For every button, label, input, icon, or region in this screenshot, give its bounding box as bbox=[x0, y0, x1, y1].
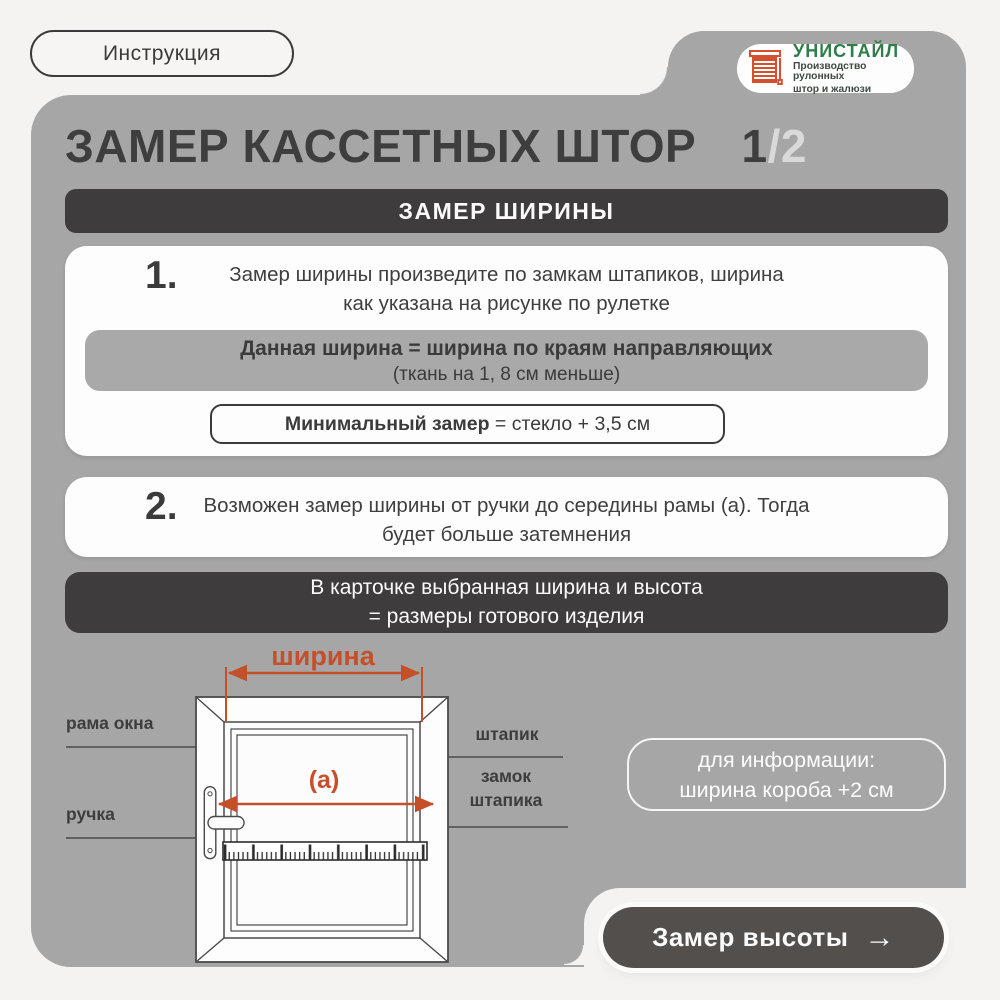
bead-lock-label: замок штапика bbox=[469, 766, 543, 810]
logo-tagline-2: штор и жалюзи bbox=[793, 84, 872, 96]
handle-label: ручка bbox=[66, 804, 115, 824]
width-section-label: ЗАМЕР ШИРИНЫ bbox=[398, 197, 615, 224]
width-dimension-label: ширина bbox=[271, 641, 375, 671]
title-text: ЗАМЕР КАССЕТНЫХ ШТОР bbox=[65, 120, 697, 172]
logo bbox=[737, 40, 914, 96]
card-note-bar: В карточке выбранная ширина и высота = размеры готового изделия bbox=[65, 572, 948, 633]
step1-card bbox=[65, 246, 948, 456]
step1-highlight: Данная ширина = ширина по краям направляющих (ткань на 1, 8 см меньше) bbox=[85, 330, 928, 391]
step2-text: Возможен замер ширины от ручки до середины рамы (а). Тогда будет больше затемнения bbox=[203, 494, 810, 546]
frame-label: рама окна bbox=[66, 713, 154, 733]
glazing-bead-label: штапик bbox=[475, 724, 539, 744]
a-dimension-label: (а) bbox=[308, 766, 340, 794]
instruction-button[interactable]: Инструкция bbox=[30, 30, 294, 77]
page-title bbox=[65, 119, 948, 173]
tab-fillet bbox=[640, 67, 668, 95]
logo-name: УНИСТАЙЛ bbox=[793, 40, 900, 61]
info-note: для информации: ширина короба +2 см bbox=[627, 738, 946, 811]
width-section-bar bbox=[65, 189, 948, 233]
step1-text: Замер ширины произведите по замкам штапиков, ширина как указана на рисунке по рулетке bbox=[229, 263, 784, 315]
minimum-measure-note: Минимальный замер = стекло + 3,5 см bbox=[210, 404, 725, 444]
height-measure-button[interactable]: Замер высоты → bbox=[603, 907, 944, 968]
step2-card bbox=[65, 477, 948, 557]
page-indicator: 1/2 bbox=[741, 120, 807, 172]
height-button-label: Замер высоты bbox=[652, 922, 849, 952]
ruler bbox=[223, 842, 427, 860]
blinds-icon bbox=[749, 50, 785, 88]
step1-number: 1. bbox=[145, 254, 178, 297]
logo-tagline-1: Производство рулонных bbox=[793, 61, 867, 83]
step2-number: 2. bbox=[145, 485, 178, 528]
